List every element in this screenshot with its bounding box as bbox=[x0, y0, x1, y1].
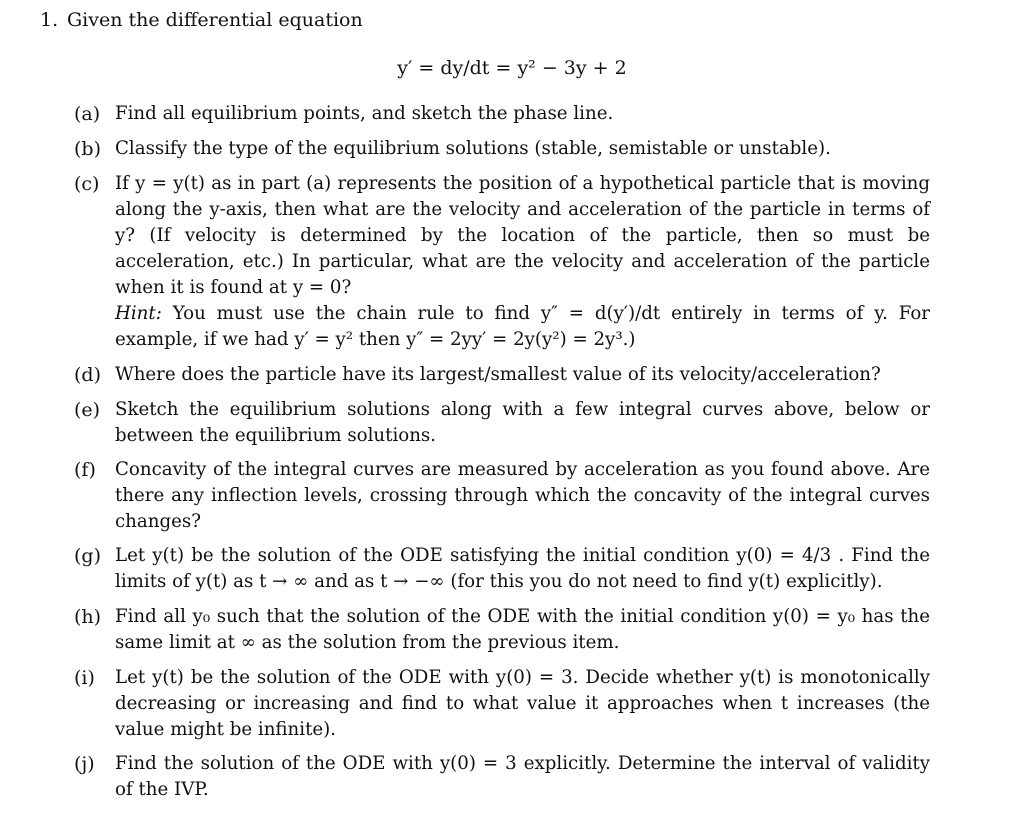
item-text: Where does the particle have its largest/smallest value of its velocity/acceleration? bbox=[115, 364, 881, 385]
item-label: (f) bbox=[74, 459, 96, 481]
item-text: Find the solution of the ODE with y(0) = 3 explicitly. Determine the interval of validity of the IVP. bbox=[115, 753, 930, 800]
item-label: (a) bbox=[74, 103, 101, 125]
problem-number: 1. bbox=[40, 9, 59, 31]
item-label: (g) bbox=[74, 545, 101, 567]
item-text: If y = y(t) as in part (a) represents the position of a hypothetical particle that is moving along the y-axis, then what are the velocity and acceleration of the particle in terms of y? (If velocity is determined by the location of the particle, then so must be acceleration, etc.) In particular, what are the velocity and acceleration of the particle when it is found at y = 0? bbox=[115, 173, 930, 298]
problem-intro: Given the differential equation bbox=[67, 9, 363, 31]
hint-label: Hint: bbox=[115, 303, 162, 324]
item-text: Classify the type of the equilibrium solutions (stable, semistable or unstable). bbox=[115, 138, 831, 159]
item-text: Let y(t) be the solution of the ODE with y(0) = 3. Decide whether y(t) is monotonically decreasing or increasing and find to what value it approaches when t increases (the value might be infinite). bbox=[115, 667, 930, 740]
item-text: Find all equilibrium points, and sketch the phase line. bbox=[115, 103, 614, 124]
differential-equation bbox=[0, 55, 1024, 81]
hint-paragraph bbox=[115, 301, 930, 353]
item-text-block bbox=[115, 171, 930, 353]
equation-text: y′ = dy/dt = y² − 3y + 2 bbox=[397, 57, 627, 79]
item-text: Concavity of the integral curves are measured by acceleration as you found above. Are there any inflection levels, crossing through which the concavity of the integral curves changes? bbox=[115, 459, 930, 532]
item-label: (h) bbox=[74, 606, 102, 628]
item-label: (d) bbox=[74, 364, 101, 386]
item-label: (i) bbox=[74, 667, 95, 689]
item-text: Find all y₀ such that the solution of the ODE with the initial condition y(0) = y₀ has the same limit at ∞ as the solution from the previous item. bbox=[115, 606, 930, 653]
item-label: (j) bbox=[74, 753, 95, 775]
item-text: Let y(t) be the solution of the ODE satisfying the initial condition y(0) = 4/3 . Find the limits of y(t) as t → ∞ and as t → −∞ (for this you do not need to find y(t) explicitly). bbox=[115, 545, 930, 592]
item-text: Sketch the equilibrium solutions along with a few integral curves above, below or between the equilibrium solutions. bbox=[115, 399, 930, 446]
item-label: (c) bbox=[74, 173, 100, 195]
hint-text: You must use the chain rule to find y″ = d(y′)/dt entirely in terms of y. For example, if we had y′ = y² then y″ = 2yy′ = 2y(y²) = 2y³.) bbox=[115, 303, 930, 350]
item-label: (b) bbox=[74, 138, 101, 160]
item-label: (e) bbox=[74, 399, 101, 421]
problem-heading bbox=[40, 7, 363, 33]
